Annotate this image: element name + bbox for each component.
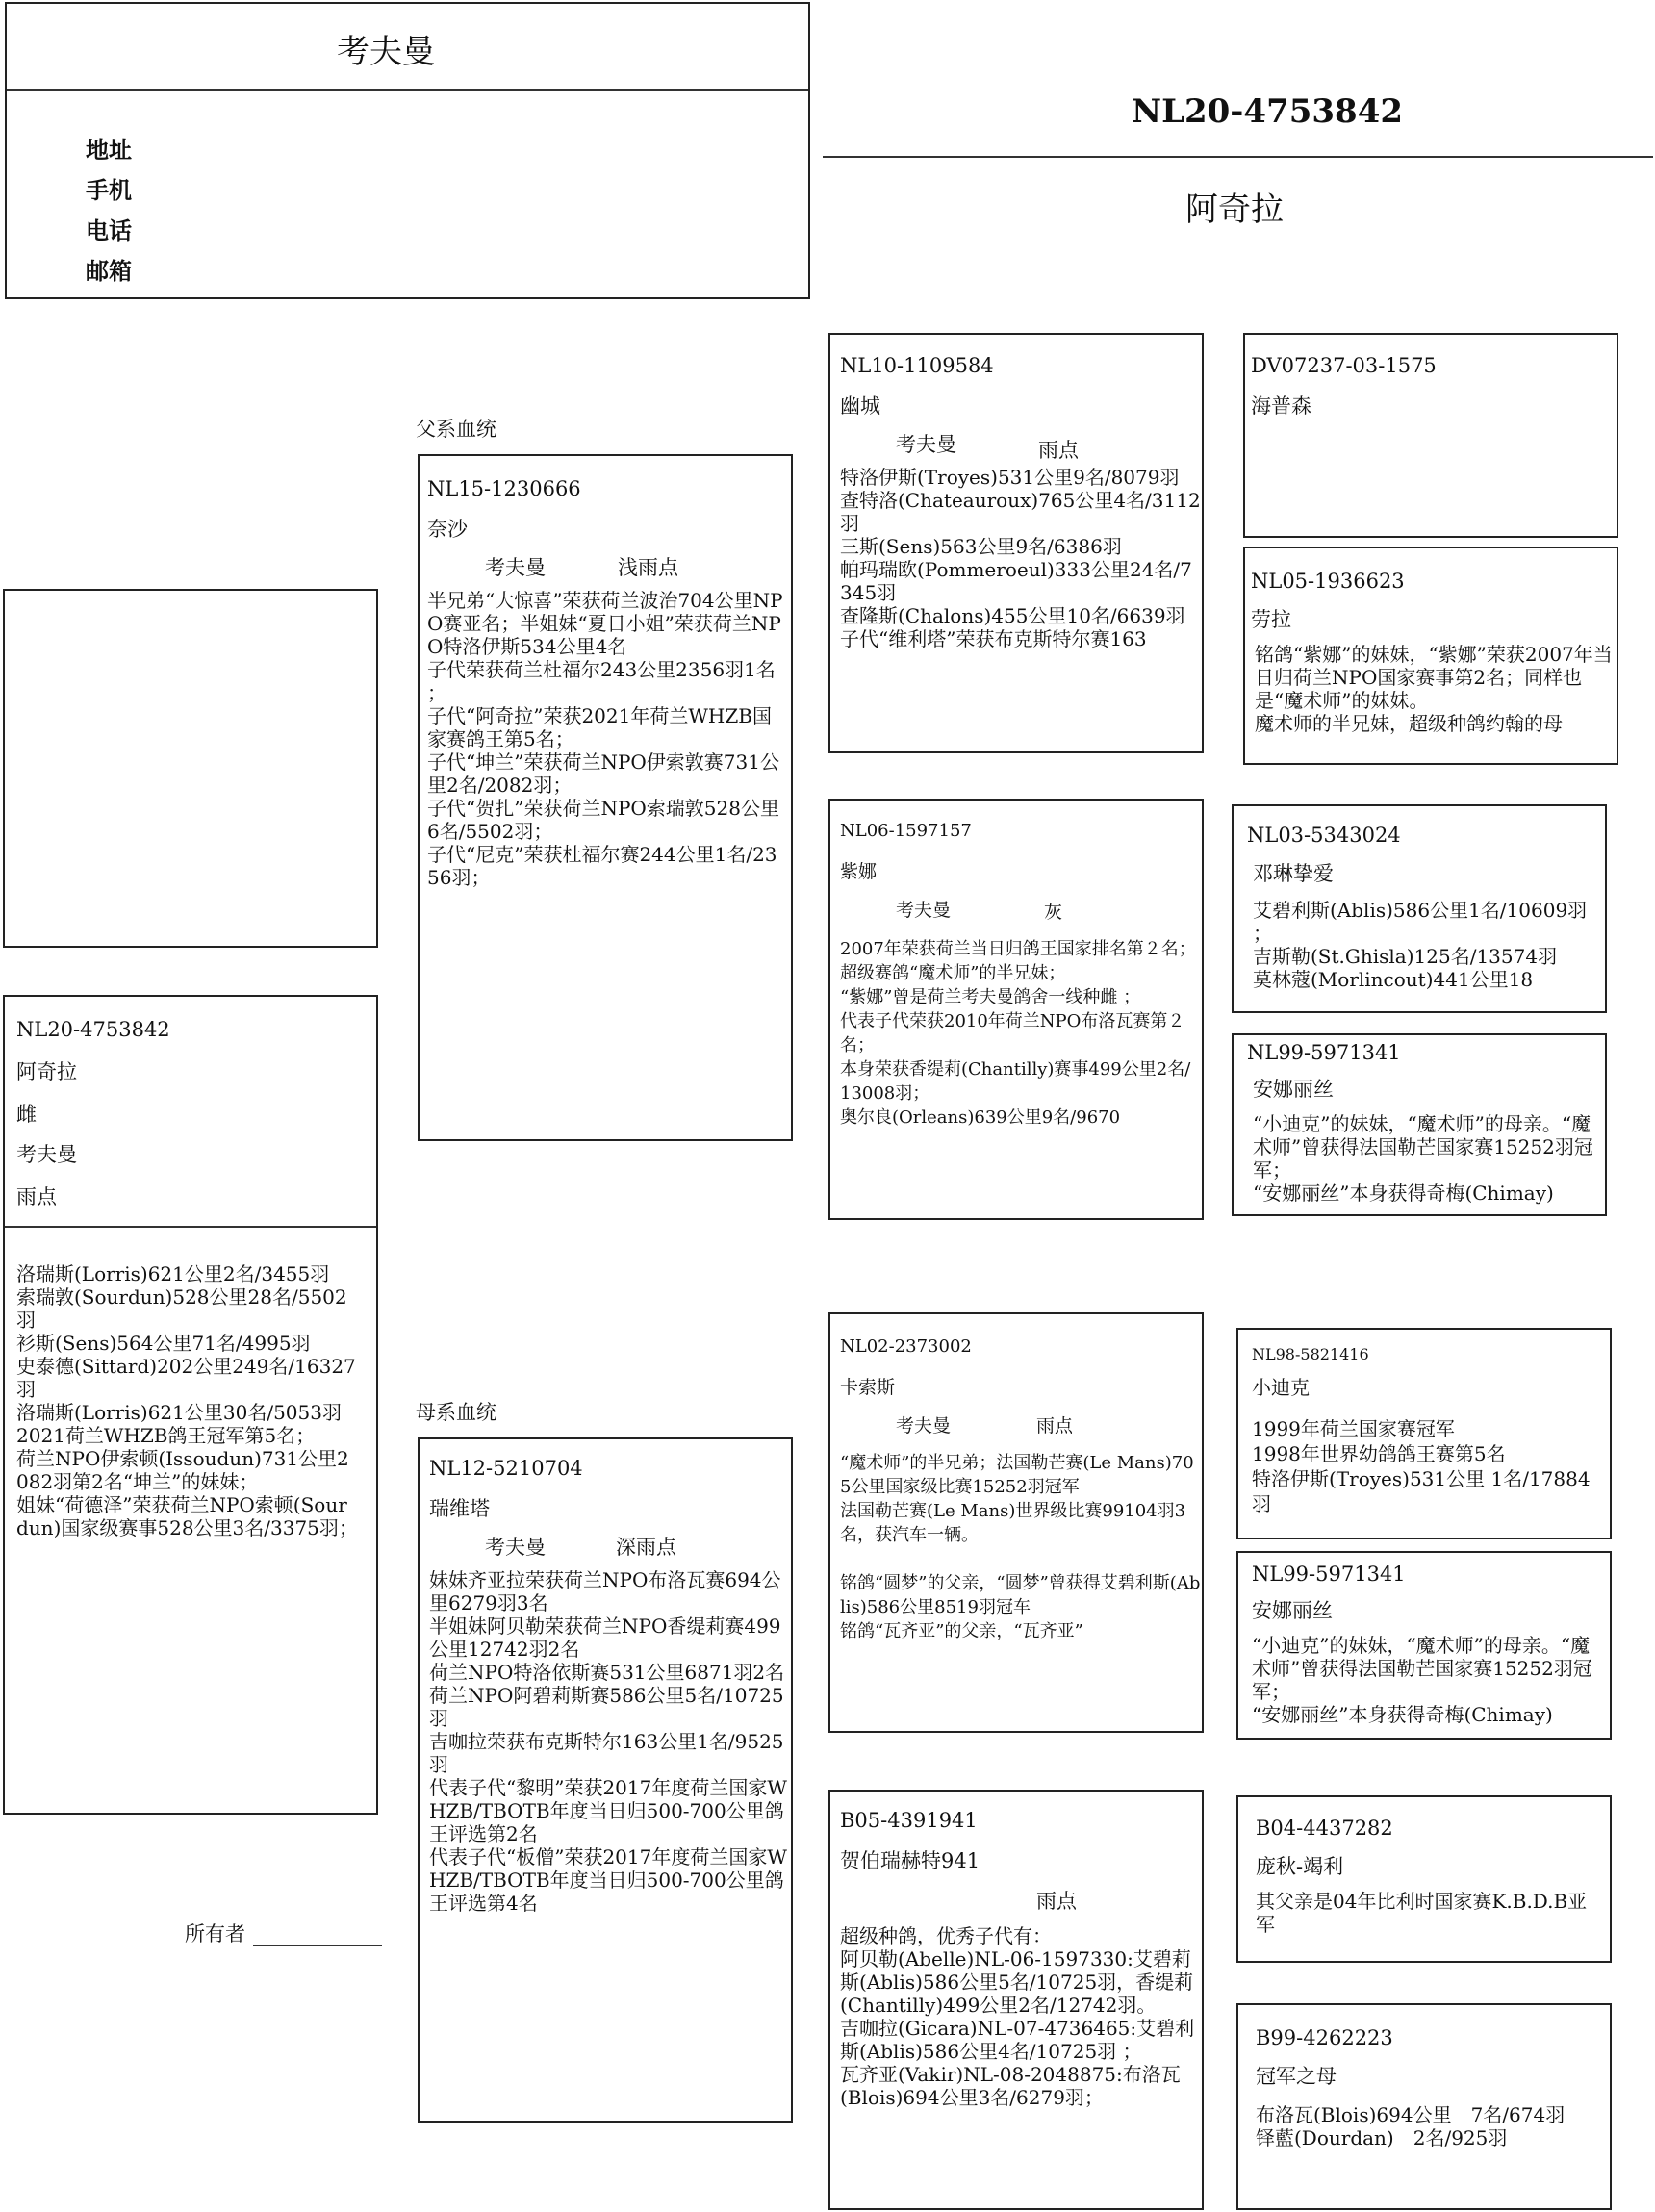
dds-card xyxy=(1236,1795,1612,1963)
ss-name: 幽城 xyxy=(840,394,880,418)
photo-frame xyxy=(3,589,378,948)
dd-color: 雨点 xyxy=(1036,1890,1077,1913)
sdd-description: “小迪克”的妹妹，“魔术师”的母亲。“魔术师”曾获得法国勒芒国家赛15252羽冠军； “安娜丽丝”本身获得奇梅(Chimay) xyxy=(1253,1112,1593,1205)
dss-ring: NL98-5821416 xyxy=(1252,1345,1369,1363)
sd-ring: NL06-1597157 xyxy=(840,821,972,841)
subject-name: 阿奇拉 xyxy=(16,1060,77,1083)
ddd-description: 布洛瓦(Blois)694公里 7名/674羽 铎藍(Dourdan) 2名/925羽 xyxy=(1256,2103,1566,2149)
sire-name: 奈沙 xyxy=(427,518,468,541)
dsd-name: 安娜丽丝 xyxy=(1252,1599,1333,1622)
ddd-card xyxy=(1236,2003,1612,2210)
subject-divider xyxy=(5,1226,376,1228)
ds-name: 卡索斯 xyxy=(840,1377,896,1398)
owner-divider xyxy=(7,89,808,91)
mobile-label: 手机 xyxy=(86,176,132,204)
sd-description: 2007年荣获荷兰当日归鸽王国家排名第２名； 超级赛鸽“魔术师”的半兄妹； “紫娜”曾是荷兰考夫曼鸽舍一线种雌 ； 代表子代荣获2010年荷兰NPO布洛瓦赛第２名； 本身荣获香缇莉(Chantilly)赛事499公里2名/13008羽； 奥尔良(Orleans)639公里9名/9670 xyxy=(840,939,1196,1128)
sss-name: 海普森 xyxy=(1251,394,1311,418)
owner-name: 考夫曼 xyxy=(337,33,435,71)
ddd-name: 冠军之母 xyxy=(1256,2065,1337,2088)
dsd-card xyxy=(1236,1551,1612,1740)
header-divider xyxy=(823,156,1653,158)
sss-ring: DV07237-03-1575 xyxy=(1251,354,1437,377)
subject-card xyxy=(3,995,378,1815)
sire-color: 浅雨点 xyxy=(618,556,678,579)
dam-description: 妹妹齐亚拉荣获荷兰NPO布洛瓦赛694公里6279羽3名 半姐妹阿贝勒荣获荷兰NPO香缇莉赛499公里12742羽2名 荷兰NPO特洛依斯赛531公里6871羽2名 荷兰NPO阿碧莉斯赛586公里5名/10725羽 吉咖拉荣获布克斯特尔163公里1名/9525羽 代表子代“黎明”荣获2017年度荷兰国家WHZB/TBOTB年度当日归500-700公里鸽王评选第2名 代表子代“板僧”荣获2017年度荷兰国家WHZB/TBOTB年度当日归500-700公里鸽王评选第4名 xyxy=(429,1568,787,1915)
dam-line-label: 母系血统 xyxy=(416,1401,496,1424)
sd-color: 灰 xyxy=(1044,902,1063,923)
dss-name: 小迪克 xyxy=(1252,1376,1310,1399)
ss-description: 特洛伊斯(Troyes)531公里9名/8079羽 查特洛(Chateauroux)765公里4名/3112羽 三斯(Sens)563公里9名/6386羽 帕玛瑞欧(Pommeroeul)333公里24名/7345羽 查隆斯(Chalons)455公里10名/6639羽 子代“维利塔”荣获布克斯特尔赛163 xyxy=(840,466,1201,650)
ddd-ring: B99-4262223 xyxy=(1256,2026,1393,2049)
owner-card xyxy=(5,2,810,299)
sds-ring: NL03-5343024 xyxy=(1247,824,1401,847)
header-subject-name: 阿奇拉 xyxy=(1185,191,1284,229)
ssd-card xyxy=(1243,547,1618,765)
subject-ring: NL20-4753842 xyxy=(16,1018,170,1041)
ds-breeder: 考夫曼 xyxy=(896,1415,952,1437)
address-label: 地址 xyxy=(86,136,132,164)
sdd-card xyxy=(1232,1033,1607,1216)
ds-card xyxy=(828,1312,1204,1733)
ss-color: 雨点 xyxy=(1038,439,1079,462)
sds-description: 艾碧利斯(Ablis)586公里1名/10609羽 ； 吉斯勒(St.Ghisla)125名/13574羽 莫林蔻(Morlincout)441公里18 xyxy=(1253,899,1588,991)
dds-ring: B04-4437282 xyxy=(1256,1817,1393,1840)
dss-description: 1999年荷兰国家赛冠军 1998年世界幼鸽鸽王赛第5名 特洛伊斯(Troyes)531公里 1名/17884羽 xyxy=(1252,1417,1591,1515)
ssd-description: 铭鸽“紫娜”的妹妹，“紫娜”荣获2007年当日归荷兰NPO国家赛事第2名；同样也是“魔术师”的妹妹。 魔术师的半兄妹，超级种鸽约翰的母 xyxy=(1255,643,1613,735)
sss-card xyxy=(1243,333,1618,538)
header-ring-number: NL20-4753842 xyxy=(1132,92,1404,131)
dam-card xyxy=(418,1437,793,2123)
dd-description: 超级种鸽，优秀子代有： 阿贝勒(Abelle)NL-06-1597330:艾碧莉斯(Ablis)586公里5名/10725羽，香缇莉(Chantilly)499公里2名/12742羽。 吉咖拉(Gicara)NL-07-4736465:艾碧利斯(Ablis)586公里4名/10725羽 ； 瓦齐亚(Vakir)NL-08-2048875:布洛瓦(Blois)694公里3名/6279羽； xyxy=(840,1924,1195,2109)
sire-ring: NL15-1230666 xyxy=(427,477,581,500)
dd-card xyxy=(828,1790,1204,2210)
ss-ring: NL10-1109584 xyxy=(840,354,994,377)
ss-breeder: 考夫曼 xyxy=(896,433,956,456)
ssd-name: 劳拉 xyxy=(1251,608,1291,631)
sire-card xyxy=(418,454,793,1141)
dam-ring: NL12-5210704 xyxy=(429,1457,583,1480)
sire-description: 半兄弟“大惊喜”荣获荷兰波治704公里NPO赛亚名；半姐妹“夏日小姐”荣获荷兰NPO特洛伊斯534公里4名 子代荣获荷兰杜福尔243公里2356羽1名 ； 子代“阿奇拉”荣获2021年荷兰WHZB国家赛鸽王第5名； 子代“坤兰”荣获荷兰NPO伊索敦赛731公里2名/2082羽； 子代“贺扎”荣获荷兰NPO索瑞敦528公里6名/5502羽； 子代“尼克”荣获杜福尔赛244公里1名/2356羽； xyxy=(427,589,783,889)
sds-card xyxy=(1232,804,1607,1013)
sds-name: 邓琳挚爱 xyxy=(1253,862,1334,885)
sdd-ring: NL99-5971341 xyxy=(1247,1041,1401,1064)
sd-name: 紫娜 xyxy=(840,861,878,882)
subject-sex: 雌 xyxy=(16,1103,37,1126)
dsd-ring: NL99-5971341 xyxy=(1252,1563,1406,1586)
dds-description: 其父亲是04年比利时国家赛K.B.D.B亚军 xyxy=(1256,1890,1588,1936)
sd-card xyxy=(828,799,1204,1220)
sire-line-label: 父系血统 xyxy=(416,418,496,441)
dds-name: 庞秋-竭利 xyxy=(1256,1855,1344,1878)
ds-description: “魔术师”的半兄弟；法国勒芒赛(Le Mans)705公里国家级比赛15252羽冠军 法国勒芒赛(Le Mans)世界级比赛99104羽3名，获汽车一辆。 铭鸽“圆梦”的父亲，“圆梦”曾获得艾碧利斯(Ablis)586公里8519羽冠车 铭鸽“瓦齐亚”的父亲，“瓦齐亚” xyxy=(840,1453,1201,1641)
dss-card xyxy=(1236,1328,1612,1539)
ds-ring: NL02-2373002 xyxy=(840,1336,972,1357)
ds-color: 雨点 xyxy=(1036,1415,1074,1437)
dam-name: 瑞维塔 xyxy=(429,1497,490,1520)
dam-color: 深雨点 xyxy=(616,1536,676,1559)
phone-label: 电话 xyxy=(86,216,132,244)
ss-card xyxy=(828,333,1204,753)
subject-color: 雨点 xyxy=(16,1185,57,1208)
subject-breeder: 考夫曼 xyxy=(16,1143,77,1166)
dd-ring: B05-4391941 xyxy=(840,1809,978,1832)
email-label: 邮箱 xyxy=(86,257,132,285)
sire-breeder: 考夫曼 xyxy=(485,556,546,579)
ssd-ring: NL05-1936623 xyxy=(1251,570,1405,593)
sdd-name: 安娜丽丝 xyxy=(1253,1078,1334,1101)
dam-breeder: 考夫曼 xyxy=(485,1536,546,1559)
owner-sign-line xyxy=(253,1945,382,1946)
subject-achievements: 洛瑞斯(Lorris)621公里2名/3455羽 索瑞敦(Sourdun)528公里28名/5502羽 衫斯(Sens)564公里71名/4995羽 史泰德(Sittard)202公里249名/16327羽 洛瑞斯(Lorris)621公里30名/5053羽 2021荷兰WHZB鸽王冠军第5名； 荷兰NPO伊索顿(Issoudun)731公里2082羽第2名“坤兰”的妹妹； 姐妹“荷德泽”荣获荷兰NPO索顿(Sourdun)国家级赛事528公里3名/3375羽； xyxy=(16,1262,358,1539)
sd-breeder: 考夫曼 xyxy=(896,900,952,921)
dsd-description: “小迪克”的妹妹，“魔术师”的母亲。“魔术师”曾获得法国勒芒国家赛15252羽冠军； “安娜丽丝”本身获得奇梅(Chimay) xyxy=(1252,1634,1592,1726)
dd-name: 贺伯瑞赫特941 xyxy=(840,1849,980,1872)
owner-sign-label: 所有者 xyxy=(185,1922,245,1945)
